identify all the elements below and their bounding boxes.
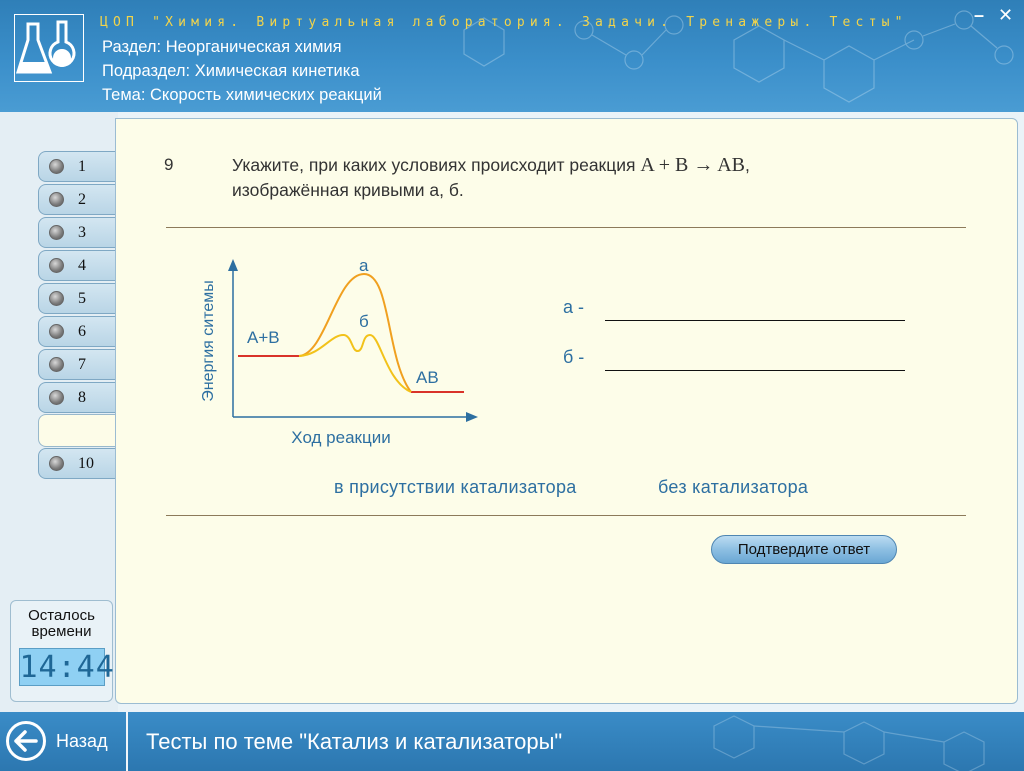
timer-label-line2: времени <box>31 623 92 640</box>
back-button[interactable] <box>6 721 108 761</box>
subsection-label: Подраздел: Химическая кинетика <box>102 62 360 80</box>
section-label: Раздел: Неорганическая химия <box>102 38 342 56</box>
question-tab-6[interactable] <box>38 316 116 347</box>
close-button[interactable]: ✕ <box>998 5 1014 25</box>
question-tab-label: 4 <box>78 256 86 274</box>
x-axis-arrow-icon <box>466 412 478 422</box>
timer-panel <box>10 600 113 702</box>
status-dot-icon <box>49 357 64 372</box>
question-text <box>232 153 750 203</box>
back-label: Назад <box>56 730 108 751</box>
minimize-button[interactable]: – <box>974 5 985 25</box>
confirm-answer-button[interactable]: Подтвердите ответ <box>711 535 897 564</box>
status-dot-icon <box>49 192 64 207</box>
question-tab-5[interactable] <box>38 283 116 314</box>
answer-b-dropzone[interactable] <box>605 370 905 371</box>
app-title: ЦОП "Химия. Виртуальная лаборатория. Задачи. Тренажеры. Тесты" <box>100 15 908 30</box>
test-title: Тесты по теме "Катализ и катализаторы" <box>146 729 563 754</box>
option-without-catalyst[interactable]: без катализатора <box>658 477 809 497</box>
question-tab-9-active[interactable] <box>38 414 116 447</box>
status-dot-icon <box>49 390 64 405</box>
question-tab-7[interactable] <box>38 349 116 380</box>
y-axis-arrow-icon <box>228 259 238 271</box>
topic-label: Тема: Скорость химических реакций <box>102 86 382 104</box>
footer-divider <box>126 712 128 771</box>
question-number: 9 <box>164 155 174 174</box>
flask-logo-icon <box>14 14 84 82</box>
status-dot-icon <box>49 159 64 174</box>
curve-a <box>299 274 411 392</box>
timer-display: 14:44 <box>19 650 115 685</box>
question-tab-1[interactable] <box>38 151 116 182</box>
status-dot-icon <box>49 291 64 306</box>
divider-bottom <box>166 515 966 516</box>
energy-diagram <box>186 249 486 454</box>
status-dot-icon <box>49 258 64 273</box>
question-text-comma: , <box>745 155 750 175</box>
question-tab-2[interactable] <box>38 184 116 215</box>
question-tab-label: 8 <box>78 388 86 406</box>
question-text-line2: изображённая кривыми а, б. <box>232 180 464 200</box>
question-tab-8[interactable] <box>38 382 116 413</box>
question-tab-10[interactable] <box>38 448 116 479</box>
molecule-background <box>544 712 1024 771</box>
status-dot-icon <box>49 324 64 339</box>
arrow-left-icon <box>6 721 46 761</box>
x-axis-label: Ход реакции <box>291 428 391 447</box>
footer-bar <box>0 712 1024 771</box>
y-axis-label: Энергия ситемы <box>200 280 217 402</box>
question-tab-label: 5 <box>78 289 86 307</box>
header-bar <box>0 0 1024 112</box>
product-label: АВ <box>416 368 439 387</box>
answer-b-label: б - <box>563 347 585 367</box>
question-tab-3[interactable] <box>38 217 116 248</box>
question-tab-label: 2 <box>78 190 86 208</box>
status-dot-icon <box>49 456 64 471</box>
divider-top <box>166 227 966 228</box>
question-tab-label: 1 <box>78 157 86 175</box>
question-tab-4[interactable] <box>38 250 116 281</box>
reaction-formula: A + B → AB <box>640 154 745 176</box>
question-panel <box>115 118 1018 704</box>
option-with-catalyst[interactable]: в присутствии катализатора <box>334 477 577 497</box>
answer-a-label: а - <box>563 297 585 317</box>
question-tab-label: 7 <box>78 355 86 373</box>
question-tab-label: 3 <box>78 223 86 241</box>
reactants-label: А+В <box>247 328 280 347</box>
curve-a-label: а <box>359 256 369 275</box>
status-dot-icon <box>49 225 64 240</box>
answer-a-dropzone[interactable] <box>605 320 905 321</box>
question-tab-label: 10 <box>78 454 94 472</box>
timer-label-line1: Осталось <box>28 607 95 624</box>
curve-b-label: б <box>359 312 369 331</box>
question-text-line1: Укажите, при каких условиях происходит реакция <box>232 155 641 175</box>
question-tab-label: 6 <box>78 322 86 340</box>
